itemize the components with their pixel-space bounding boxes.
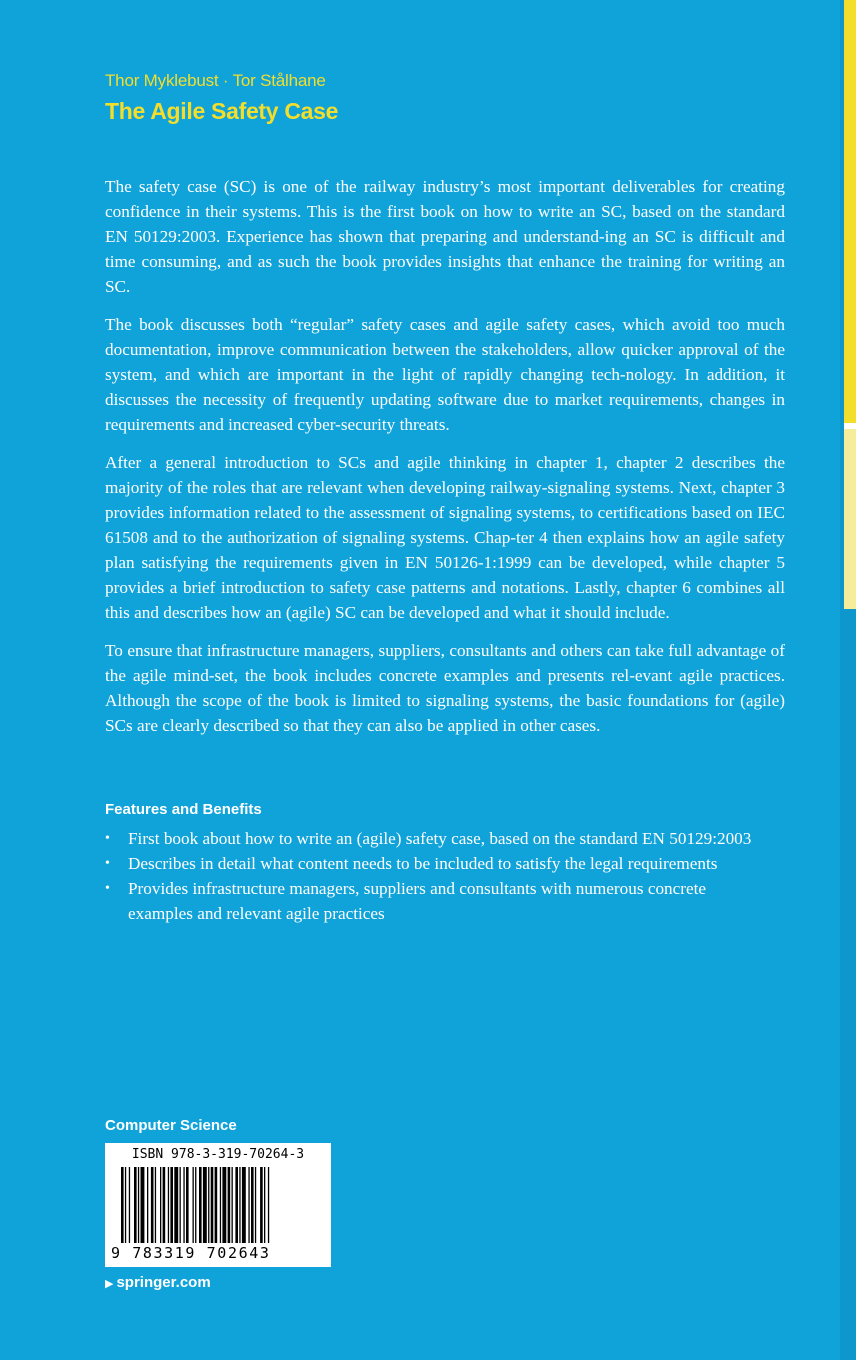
book-authors: Thor Myklebust · Tor Stålhane — [105, 71, 326, 90]
spine-lower-band — [844, 429, 856, 609]
barcode-bar — [121, 1167, 124, 1243]
description-paragraph: The book discusses both “regular” safety cases and agile safety cases, which avoid too much documentation, improve communication between the stakeholders, allow quicker approval of the system, and which are important in the light of rapidly changing tech-nology. In addition, it discusses the necessity of frequently updating software due to market requirements, changes in requirements and increased cyber-security threats. — [105, 315, 785, 434]
barcode-bar — [203, 1167, 207, 1243]
barcode-digits: 9 783319 702643 — [111, 1244, 271, 1262]
book-description — [105, 174, 785, 751]
barcode-bar — [155, 1167, 156, 1243]
barcode-bar — [186, 1167, 189, 1243]
barcode-bar — [163, 1167, 166, 1243]
isbn-barcode — [105, 1143, 331, 1267]
barcode-bar — [168, 1167, 169, 1243]
barcode-bar — [141, 1167, 145, 1243]
barcode-bar — [147, 1167, 148, 1243]
barcode-bar — [222, 1167, 226, 1243]
feature-item — [105, 851, 765, 876]
feature-text: Describes in detail what content needs to be included to satisfy the legal requirements — [128, 854, 718, 873]
barcode-bar — [170, 1167, 173, 1243]
bullet-icon: • — [105, 831, 110, 846]
publisher-website[interactable] — [105, 1274, 211, 1291]
barcode-bar — [195, 1167, 196, 1243]
barcode-bar — [138, 1167, 139, 1243]
spine-yellow-band — [844, 0, 856, 423]
right-triangle-icon: ▶ — [105, 1278, 114, 1290]
barcode-bar — [160, 1167, 161, 1243]
barcode-bar — [235, 1167, 238, 1243]
website-text: springer.com — [116, 1274, 211, 1291]
barcode-bar — [129, 1167, 130, 1243]
barcode-bar — [183, 1167, 184, 1243]
features-list — [105, 826, 765, 926]
barcode-bar — [260, 1167, 263, 1243]
description-paragraph: To ensure that infrastructure managers, suppliers, consultants and others can take full advantage of the agile mind-set, the book includes concrete examples and presents rel-evant agile practices. Although the scope of the book is limited to signaling systems, the basic foundations for (agile) SCs are clearly described so that they can also be applied in other cases. — [105, 641, 785, 735]
barcode-bar — [134, 1167, 137, 1243]
description-paragraph: After a general introduction to SCs and agile thinking in chapter 1, chapter 2 describes the majority of the roles that are relevant when developing railway-signaling systems. Next, chapter 3 provides information related to the assessment of signaling systems, to certifications based on IEC 61508 and to the authorization of signaling systems. Chap-ter 4 then explains how an agile safety plan satisfying the requirements given in EN 50126-1:1999 can be developed, while chapter 5 provides a brief introduction to safety case patterns and notations. Lastly, chapter 6 combines all this and describes how an (agile) SC can be developed and what it should include. — [105, 453, 785, 622]
barcode-bar — [228, 1167, 231, 1243]
description-paragraph: The safety case (SC) is one of the railway industry’s most important deliverables for creating confidence in their systems. This is the first book on how to write an SC, based on the standard EN 50129:2003. Experience has shown that preparing and understand-ing an SC is difficult and time consuming, and as such the book provides insights that enhance the training for writing an SC. — [105, 177, 785, 296]
bullet-icon: • — [105, 856, 110, 871]
barcode-bar — [180, 1167, 181, 1243]
barcode-bar — [251, 1167, 254, 1243]
barcode-bar — [125, 1167, 126, 1243]
barcode-bar — [208, 1167, 209, 1243]
feature-item — [105, 826, 765, 851]
feature-text: First book about how to write an (agile) safety case, based on the standard EN 50129:2003 — [128, 829, 752, 848]
barcode-bar — [264, 1167, 265, 1243]
feature-item — [105, 876, 765, 926]
barcode-bar — [193, 1167, 194, 1243]
features-heading: Features and Benefits — [105, 801, 262, 818]
barcode-bar — [242, 1167, 246, 1243]
barcode-bar — [174, 1167, 178, 1243]
barcode-bar — [255, 1167, 256, 1243]
barcode-bar — [220, 1167, 221, 1243]
barcode-bar — [268, 1167, 269, 1243]
bullet-icon: • — [105, 881, 110, 896]
barcode-bar — [215, 1167, 218, 1243]
barcode-bar — [232, 1167, 233, 1243]
book-title: The Agile Safety Case — [105, 98, 339, 124]
barcode-icon — [121, 1167, 315, 1245]
subject-category: Computer Science — [105, 1117, 237, 1134]
feature-text: Provides infrastructure managers, suppliers and consultants with numerous concrete examples and relevant agile practices — [128, 879, 707, 923]
barcode-bar — [199, 1167, 202, 1243]
barcode-bar — [211, 1167, 214, 1243]
barcode-bar — [248, 1167, 249, 1243]
barcode-bar — [239, 1167, 240, 1243]
isbn-number: ISBN 978-3-319-70264-3 — [131, 1147, 305, 1162]
barcode-bar — [151, 1167, 154, 1243]
